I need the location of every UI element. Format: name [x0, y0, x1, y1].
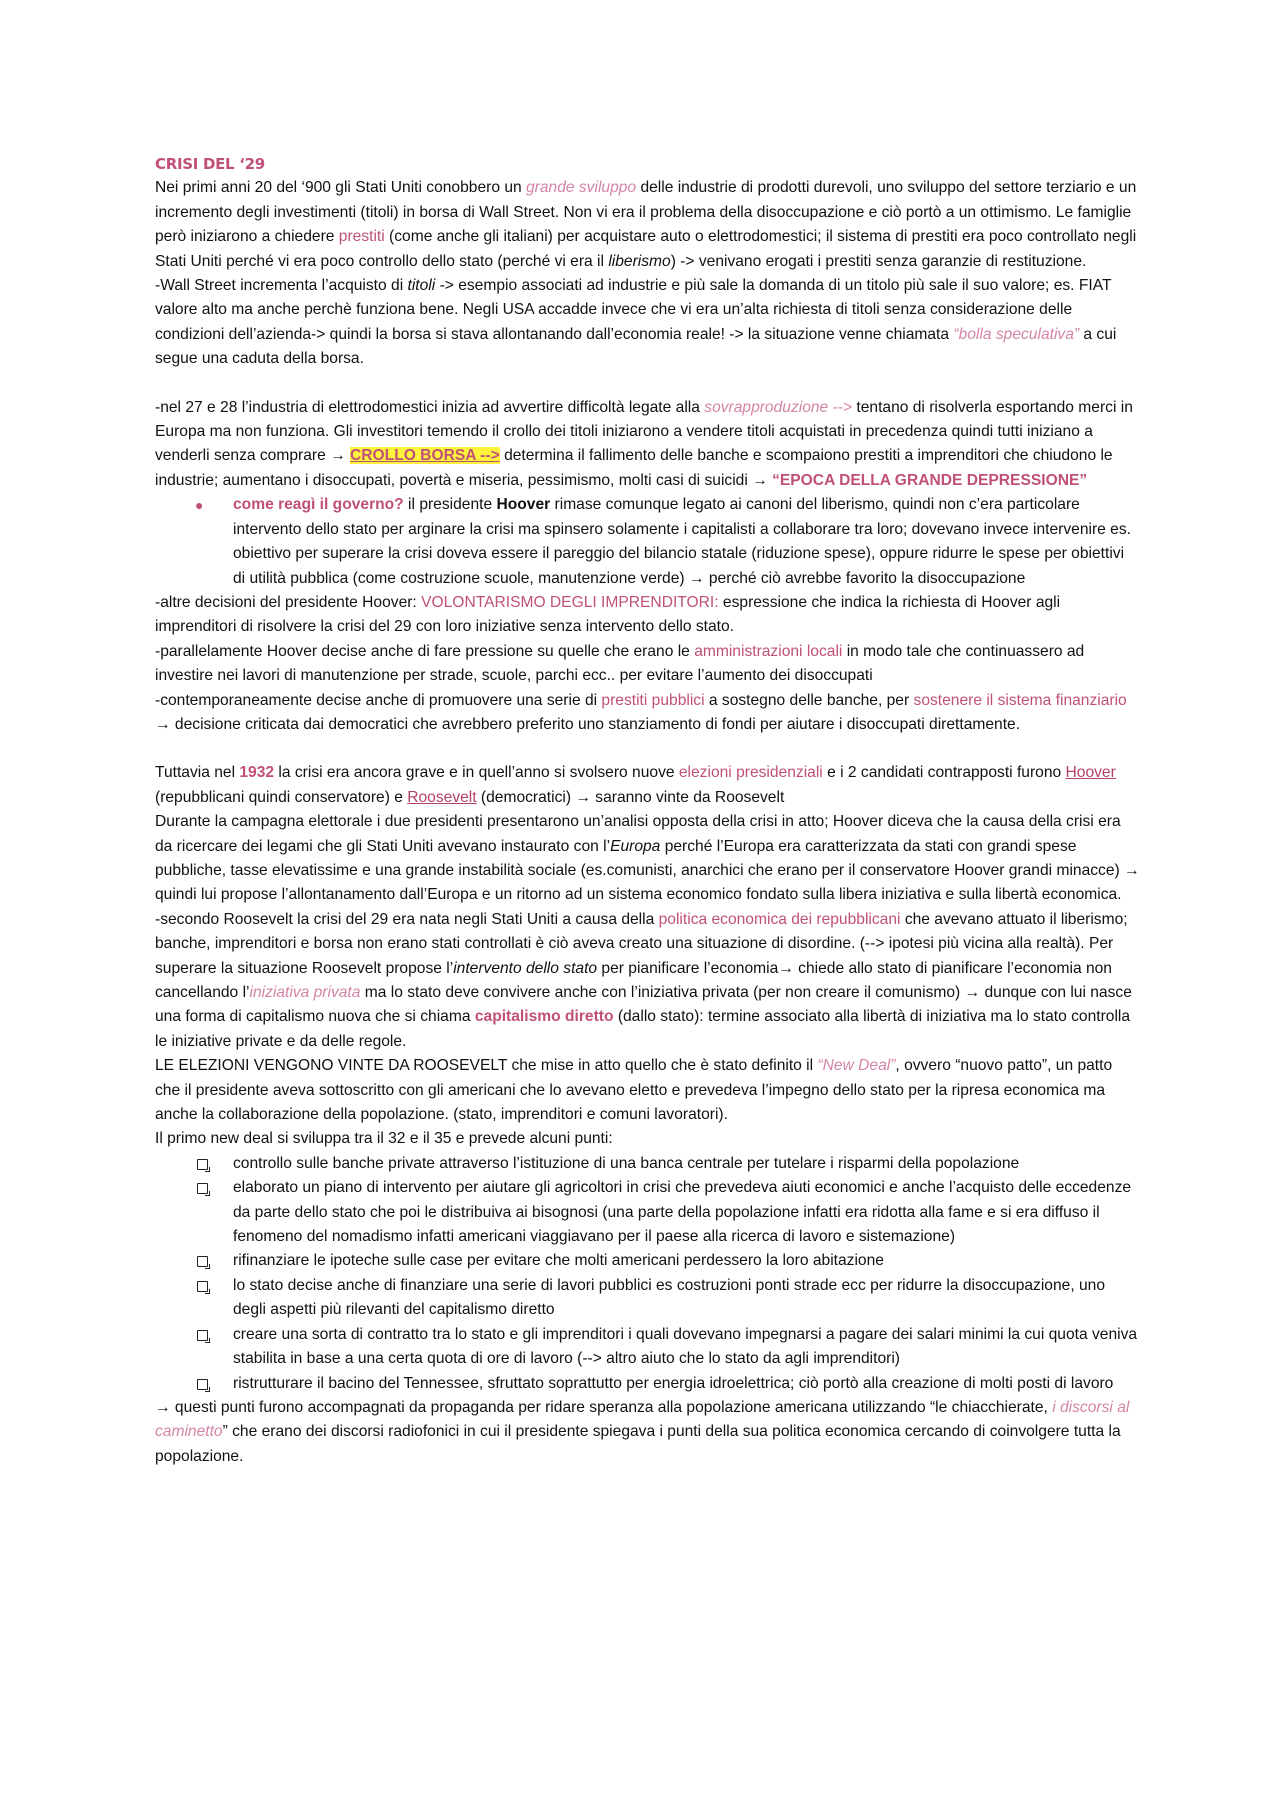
- highlight-politica-economica: politica economica dei repubblicani: [658, 910, 901, 928]
- highlight-crollo-borsa: CROLLO BORSA -->: [350, 447, 500, 465]
- paragraph-amministrazioni: -parallelamente Hoover decise anche di fare pressione su quelle che erano le amministrazioni locali in modo tale che continuassero ad investire nei lavori di manutenzione per strade, scuole, parchi ecc.. per evitare l’aumento dei disoccupati: [155, 642, 1085, 685]
- paragraph-volontarismo: -altre decisioni del presidente Hoover: VOLONTARISMO DEGLI IMPRENDITORI: espressione che indica la richiesta di Hoover agli imprenditori di risolvere la crisi del 29 con loro iniziative senza intervento dello stato.: [155, 593, 1061, 636]
- paragraph-new-deal: LE ELEZIONI VENGONO VINTE DA ROOSEVELT che mise in atto quello che è stato definito il “New Deal”, ovvero “nuovo patto”, un patto che il presidente aveva sottoscritto con gli americani che lo avevano eletto e prevedeva l’impegno dello stato per la ripresa economica ma anche la collaborazione della popolazione. (stato, imprenditori e comuni lavoratori).: [155, 1057, 1113, 1124]
- highlight-grande-sviluppo: grande sviluppo: [526, 179, 637, 197]
- highlight-roosevelt: Roosevelt: [407, 788, 477, 806]
- highlight-amministrazioni-locali: amministrazioni locali: [694, 642, 843, 660]
- term-liberismo: liberismo: [608, 252, 671, 270]
- paragraph-elezioni: Tuttavia nel 1932 la crisi era ancora grave e in quell’anno si svolsero nuove elezioni presidenziali e i 2 candidati contrapposti furono Hoover (repubblicani quindi conservatore) e Roosevelt (democratici) → saranno vinte da Roosevelt: [155, 764, 1116, 806]
- highlight-new-deal: “New Deal”: [817, 1057, 896, 1075]
- highlight-bolla-speculativa: “bolla speculativa”: [953, 325, 1080, 343]
- checklist-item: ristrutturare il bacino del Tennessee, sfruttato soprattutto per energia idroelettrica; ciò portò alla creazione di molti posti di lavoro: [155, 1372, 1140, 1396]
- paragraph-roosevelt: -secondo Roosevelt la crisi del 29 era nata negli Stati Uniti a causa della politica economica dei repubblicani che avevano attuato il liberismo; banche, imprenditori e borsa non erano stati controllati è ciò aveva creato una situazione di disordine. (--> ipotesi più vicina alla realtà). Per superare la situazione Roosevelt propose l’intervento dello stato per pianificare l’economia→ chiede allo stato di pianificare l’economia non cancellando l’iniziativa privata ma lo stato deve convivere anche con l’iniziativa privata (per non creare il comunismo) → dunque con lui nasce una forma di capitalismo nuova che si chiama capitalismo diretto (dallo stato): termine associato alla libertà di iniziativa ma lo stato controlla le iniziative private e da delle regole.: [155, 910, 1132, 1050]
- paragraph-boom: Nei primi anni 20 del ‘900 gli Stati Uniti conobbero un grande sviluppo delle industrie di prodotti durevoli, uno sviluppo del settore terziario e un incremento degli investimenti (titoli) in borsa di Wall Street. Non vi era il problema della disoccupazione e ciò portò a un ottimismo. Le famiglie però iniziarono a chiedere prestiti (come anche gli italiani) per acquistare auto o elettrodomestici; il sistema di prestiti era poco controllato negli Stati Uniti perché vi era poco controllo dello stato (perché vi era il liberismo) -> venivano erogati i prestiti senza garanzie di restituzione.: [155, 179, 1137, 270]
- highlight-hoover: Hoover: [1065, 764, 1116, 782]
- list-item: ● come reagì il governo? il presidente Hoover rimase comunque legato ai canoni del liberismo, quindi non c’era particolare intervento dello stato per arginare la crisi ma spinsero solamente i capitalisti a collaborare tra loro; dovevano invece intervenire es. obiettivo per superare la crisi doveva essere il pareggio del bilancio statale (riduzione spese), oppure ridurre le spese per obiettivi di utilità pubblica (come costruzione scuole, manutenzione verde) → perché ciò avrebbe favorito la disoccupazione: [155, 493, 1140, 591]
- document-page: [155, 152, 1140, 1469]
- bullet-list: [155, 493, 1140, 591]
- highlight-iniziativa-privata: iniziativa privata: [249, 984, 361, 1001]
- highlight-sistema-finanziario: sostenere il sistema finanziario: [913, 691, 1127, 709]
- paragraph-prestiti-pubblici: -contemporaneamente decise anche di promuovere una serie di prestiti pubblici a sostegno delle banche, per sostenere il sistema finanziario → decisione criticata dai democratici che avrebbero preferito uno stanziamento di fondi per aiutare i disoccupati direttamente.: [155, 691, 1127, 733]
- highlight-discorsi-caminetto: i discorsi al caminetto: [155, 1398, 1130, 1441]
- checklist-item: rifinanziare le ipoteche sulle case per evitare che molti americani perdessero la loro abitazione: [155, 1249, 1140, 1273]
- checkbox-icon: [197, 1256, 208, 1267]
- paragraph-crollo: -nel 27 e 28 l’industria di elettrodomestici inizia ad avvertire difficoltà legate alla sovrapproduzione --> tentano di risolverla esportando merci in Europa ma non funziona. Gli investitori temendo il crollo dei titoli iniziarono a vendere titoli acquistati in precedenza quindi tutti iniziano a venderli senza comprare → CROLLO BORSA --> determina il fallimento delle banche e scompaiono prestiti a imprenditori che chiudono le industrie; aumentano i disoccupati, povertà e miseria, pessimismo, molti casi di suicidi → “EPOCA DELLA GRANDE DEPRESSIONE”: [155, 398, 1133, 489]
- term-hoover: Hoover: [496, 496, 551, 514]
- document-title: CRISI DEL ‘29: [155, 155, 265, 173]
- checkbox-icon: [197, 1159, 208, 1170]
- paragraph-caminetto: → questi punti furono accompagnati da propaganda per ridare speranza alla popolazione americana utilizzando “le chiacchierate, i discorsi al caminetto” che erano dei discorsi radiofonici in cui il presidente spiegava i punti della sua politica economica cercando di coinvolgere tutta la popolazione.: [155, 1398, 1130, 1465]
- highlight-volontarismo: VOLONTARISMO DEGLI IMPRENDITORI:: [421, 593, 719, 611]
- paragraph-gap: [155, 372, 1140, 396]
- highlight-1932: 1932: [239, 764, 275, 782]
- checkbox-icon: [197, 1330, 208, 1341]
- highlight-prestiti: prestiti: [338, 228, 385, 246]
- highlight-elezioni-presidenziali: elezioni presidenziali: [678, 764, 823, 782]
- checklist: [155, 1152, 1140, 1396]
- checklist-item: creare una sorta di contratto tra lo stato e gli imprenditori i quali dovevano impegnarsi a pagare dei salari minimi la cui quota veniva stabilita in base a una certa quota di ore di lavoro (--> altro aiuto che lo stato da agli imprenditori): [155, 1323, 1140, 1372]
- highlight-grande-depressione: “EPOCA DELLA GRANDE DEPRESSIONE”: [772, 471, 1088, 489]
- checkbox-icon: [197, 1183, 208, 1194]
- checkbox-icon: [197, 1379, 208, 1390]
- checklist-item: controllo sulle banche private attraverso l’istituzione di una banca centrale per tutelare i risparmi della popolazione: [155, 1152, 1140, 1176]
- bullet-dot-icon: ●: [195, 497, 204, 514]
- term-titoli: titoli: [407, 277, 436, 295]
- paragraph-campagna: Durante la campagna elettorale i due presidenti presentarono un’analisi opposta della crisi in atto; Hoover diceva che la causa della crisi era da ricercare dei legami che gli Stati Uniti avevano instaurato con l’Europa perché l’Europa era caratterizzata da stati con grandi spese pubbliche, tasse elevatissime e una grande instabilità sociale (es.comunisti, anarchici che erano per il conservatore Hoover grandi minacce) → quindi lui propose l’allontanamento dall’Europa e un ritorno ad un sistema economico fondato sulla libera iniziativa e sulla libertà economica.: [155, 813, 1140, 904]
- paragraph-wall-street: -Wall Street incrementa l’acquisto di titoli -> esempio associati ad industrie e più sale la domanda di un titolo più sale il suo valore; es. FIAT valore alto ma anche perchè funziona bene. Negli USA accadde invece che vi era un’alta richiesta di titoli senza considerazione delle condizioni dell’azienda-> quindi la borsa si stava allontanando dall’economia reale! -> la situazione venne chiamata “bolla speculativa” a cui segue una caduta della borsa.: [155, 277, 1117, 368]
- term-intervento-stato: intervento dello stato: [453, 959, 598, 977]
- paragraph-primo-new-deal: Il primo new deal si sviluppa tra il 32 e il 35 e prevede alcuni punti:: [155, 1130, 613, 1148]
- paragraph-gap: [155, 737, 1140, 761]
- highlight-capitalismo-diretto: capitalismo diretto: [474, 1008, 614, 1026]
- checklist-item: elaborato un piano di intervento per aiutare gli agricoltori in crisi che prevedeva aiuti economici e anche l’acquisto delle eccedenze da parte dello stato che poi le distribuiva ai bisognosi (una parte della popolazione infatti era ridotta alla fame e si era diffuso il fenomeno del nomadismo infatti americani viaggiavano per il paese alla ricerca di lavoro e sistemazione): [155, 1176, 1140, 1249]
- checkbox-icon: [197, 1281, 208, 1292]
- checklist-item: lo stato decise anche di finanziare una serie di lavori pubblici es costruzioni ponti strade ecc per ridurre la disoccupazione, uno degli aspetti più rilevanti del capitalismo diretto: [155, 1274, 1140, 1323]
- highlight-sovrapproduzione: sovrapproduzione -->: [704, 398, 853, 416]
- term-europa: Europa: [610, 837, 661, 855]
- highlight-prestiti-pubblici: prestiti pubblici: [601, 691, 705, 709]
- highlight-governo: come reagì il governo?: [233, 496, 404, 514]
